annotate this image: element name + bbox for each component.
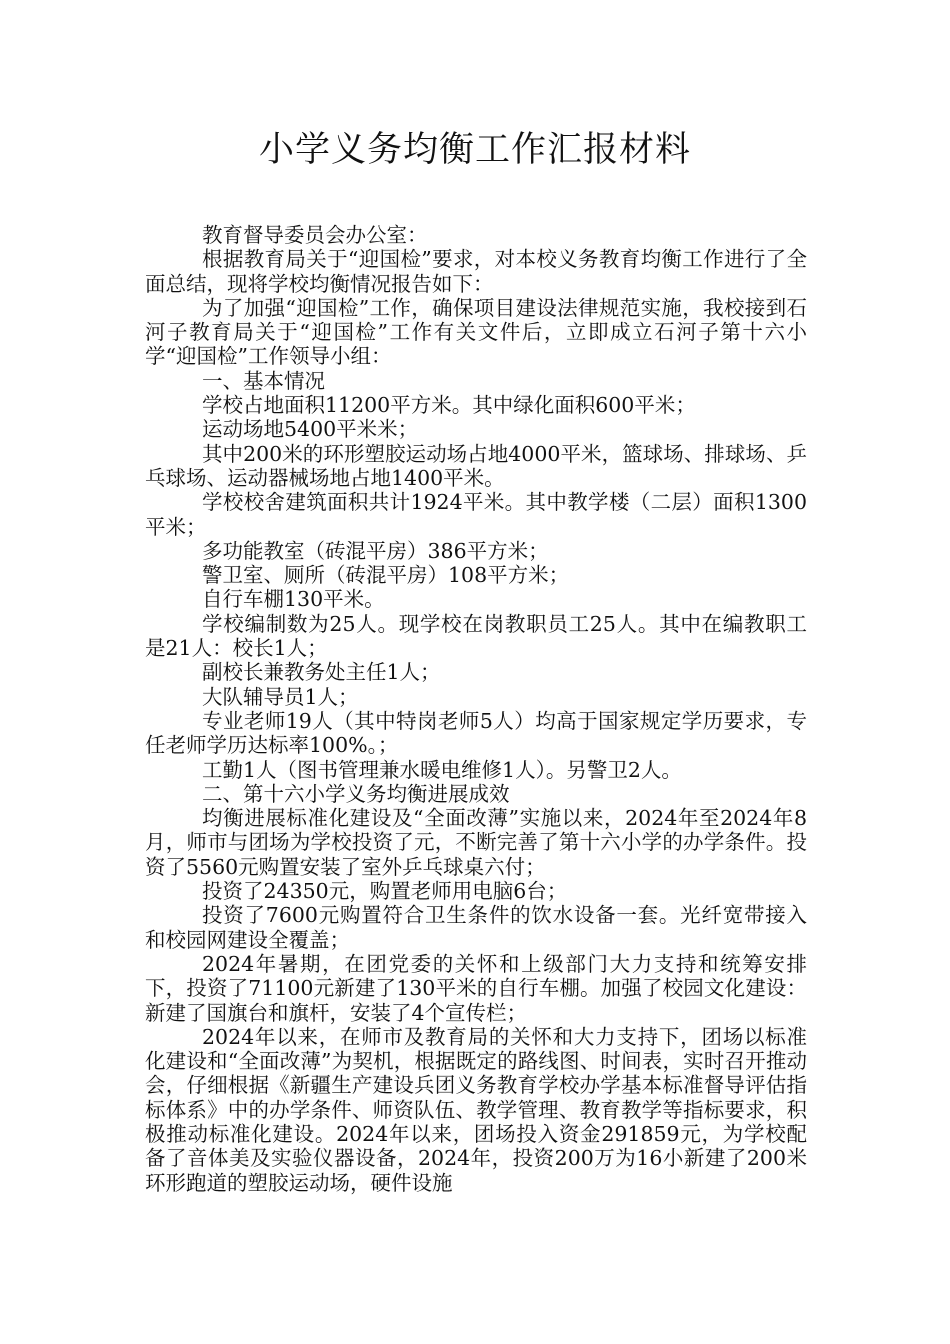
paragraph: 其中200米的环形塑胶运动场占地4000平米，篮球场、排球场、乒乓球场、运动器械场地占地1400平米。 <box>145 441 807 490</box>
paragraph: 学校编制数为25人。现学校在岗教职员工25人。其中在编教职工是21人：校长1人； <box>145 611 807 661</box>
paragraph: 学校占地面积11200平方米。其中绿化面积600平米； <box>202 393 696 418</box>
paragraph-salutation: 教育督导委员会办公室： <box>202 223 428 247</box>
paragraph: 工勤1人（图书管理兼水暖电维修1人）。另警卫2人。 <box>202 757 682 782</box>
paragraph: 为了加强“迎国检”工作，确保项目建设法律规范实施，我校接到石河子教育局关于“迎国检”工作有关文件后，立即成立石河子第十六小学“迎国检”工作领导小组： <box>145 295 807 369</box>
paragraph: 专业老师19人（其中特岗老师5人）均高于国家规定学历要求，专任老师学历达标率100%。； <box>145 708 807 758</box>
paragraph: 警卫室、厕所（砖混平房）108平方米； <box>202 563 570 588</box>
paragraph: 自行车棚130平米。 <box>202 587 385 612</box>
section-heading-basic-info: 一、基本情况 <box>202 368 325 393</box>
paragraph: 多功能教室（砖混平房）386平方米； <box>202 538 549 563</box>
paragraph: 投资了7600元购置符合卫生条件的饮水设备一套。光纤宽带接入和校园网建设全覆盖； <box>145 903 807 952</box>
paragraph: 副校长兼教务处主任1人； <box>202 660 441 685</box>
paragraph: 学校校舍建筑面积共计1924平米。其中教学楼（二层）面积1300平米； <box>145 490 807 539</box>
paragraph: 根据教育局关于“迎国检”要求，对本校义务教育均衡工作进行了全面总结，现将学校均衡情况报告如下： <box>145 247 807 296</box>
document-title: 小学义务均衡工作汇报材料 <box>258 130 691 170</box>
document-body <box>145 223 807 1195</box>
paragraph: 大队辅导员1人； <box>202 684 359 709</box>
paragraph: 2024年暑期，在团党委的关怀和上级部门大力支持和统筹安排下，投资了71100元新建了130平米的自行车棚。加强了校园文化建设：新建了国旗台和旗杆，安装了4个宣传栏； <box>145 951 807 1025</box>
paragraph: 2024年以来，在师市及教育局的关怀和大力支持下，团场以标准化建设和“全面改薄”为契机，根据既定的路线图、时间表，实时召开推动会，仔细根据《新疆生产建设兵团义务教育学校办学基本标准督导评估指标体系》中的办学条件、师资队伍、教学管理、教育教学等指标要求，积极推动标准化建设。2024年以来，团场投入资金291859元，为学校配备了音体美及实验仪器设备，2024年，投资200万为16小新建了200米环形跑道的塑胶运动场，硬件设施 <box>145 1024 807 1195</box>
paragraph: 均衡进展标准化建设及“全面改薄”实施以来，2024年至2024年8月，师市与团场为学校投资了元，不断完善了第十六小学的办学条件。投资了5560元购置安装了室外乒乓球桌六付； <box>145 806 807 879</box>
section-heading-progress: 二、第十六小学义务均衡进展成效 <box>202 781 510 806</box>
paragraph: 运动场地5400平米米； <box>202 417 419 442</box>
paragraph: 投资了24350元，购置老师用电脑6台； <box>202 879 568 904</box>
